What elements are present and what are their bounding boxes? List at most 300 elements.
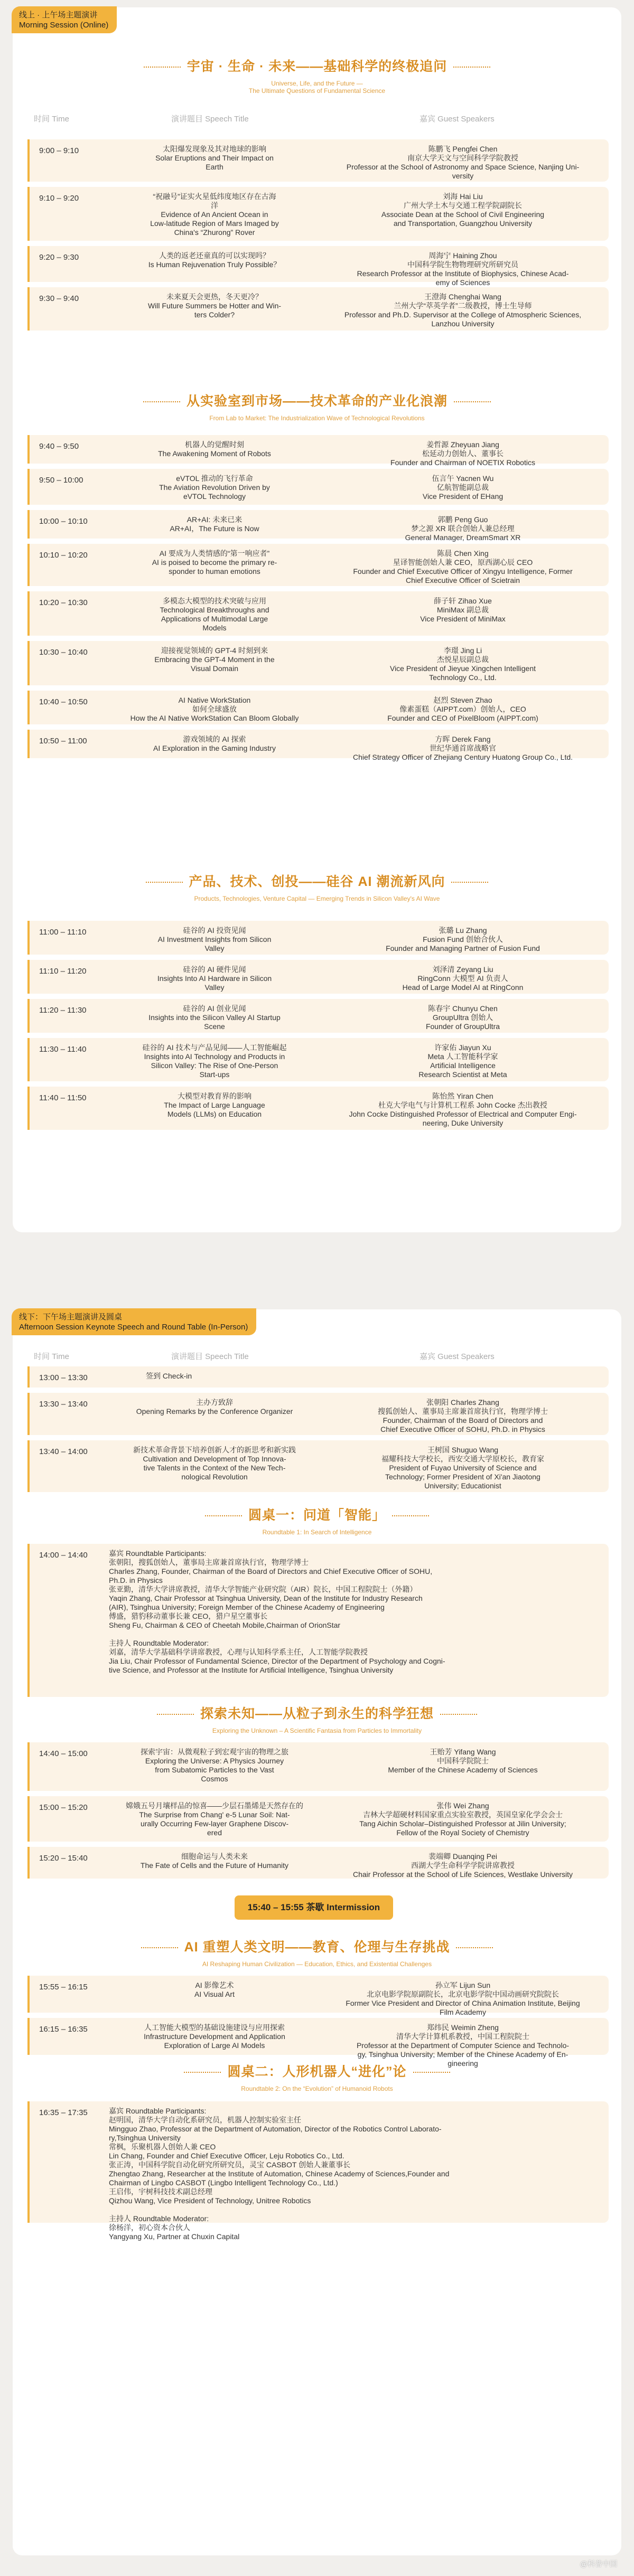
speaker-info [331,1852,595,1879]
title-line: 王启伟，宇树科技技术副总经理 [109,2187,212,2196]
schedule-row [27,1440,609,1492]
speaker-line: 方晖 Derek Fang [435,735,491,743]
speaker-line: 陈春宇 Chunyu Chen [428,1004,498,1013]
schedule-row [27,1366,609,1388]
title-line: 细胞命运与人类未来 [181,1852,248,1861]
roundtable-participants [109,2107,595,2241]
section-title: AI 重塑人类文明——教育、伦理与生存挑战 [184,1940,450,1955]
time-slot: 14:00 – 14:40 [39,1551,88,1560]
title-line: Earth [206,163,223,171]
speaker-line: Vice President of MiniMax [420,615,506,623]
speaker-line: 郭鹏 Peng Guo [437,515,488,524]
title-line: Scene [204,1022,225,1031]
time-slot: 15:00 – 15:20 [39,1803,88,1812]
speaker-line: 星译智能创始人兼 CEO，原西湖心辰 CEO [393,558,533,567]
title-line: Exploration of Large AI Models [164,2041,265,2050]
schedule-row [27,1847,609,1879]
title-line: Exploring the Universe: A Physics Journey [145,1757,284,1765]
time-slot: 10:50 – 11:00 [39,737,87,746]
speaker-line: 张朝阳 Charles Zhang [426,1398,499,1407]
speaker-line: 福耀科技大学校长，西安交通大学原校长，教育家 [381,1455,544,1463]
title-line: Silicon Valley: The Rise of One-Person [151,1061,278,1070]
title-line: AI 影像艺术 [195,1981,234,1989]
title-line: Chairman of Lingbo CASBOT (Lingbo Intelligent Technology Co., Ltd.) [109,2178,338,2187]
speaker-line: gy, Tsinghua University; Member of the Chinese Academy of En- [357,2050,568,2059]
speaker-line: 陈鹏飞 Pengfei Chen [428,145,498,153]
speaker-line: Founder, Chairman of the Board of Directors and [383,1416,543,1424]
speaker-info [331,696,595,723]
title-line: Yaqin Zhang, Chair Professor at Tsinghua University, Dean of the Institute for Industry Research [109,1594,423,1602]
schedule-row [27,287,609,331]
title-line: 硅谷的 AI 技术与产品见闻——人工智能崛起 [142,1043,287,1052]
speaker-line: Meta 人工智能科学家 [427,1052,498,1061]
schedule-row [27,544,609,586]
speaker-line: 陈晨 Chen Xing [437,549,489,558]
speaker-line: 薛子轩 Zihao Xue [434,597,492,605]
speaker-line: Founder of GroupUltra [425,1022,500,1031]
speaker-line: 杰悦星辰副总裁 [437,655,489,664]
speech-title [109,1043,320,1079]
time-slot: 13:00 – 13:30 [39,1373,88,1382]
tag-zh: 线下：下午场主题演讲及圆桌 [19,1313,123,1322]
speaker-info [331,1446,595,1490]
title-line: Low-latitude Region of Mars Imaged by [150,219,279,228]
title-line: nological Revolution [181,1473,248,1481]
speech-title [109,646,320,673]
speaker-line: 陈怡然 Yiran Chen [432,1092,493,1100]
title-line: ry,Tsinghua University [109,2134,181,2142]
schedule-row [27,246,609,287]
speech-title [109,549,320,576]
title-line: Start-ups [199,1070,230,1079]
time-slot: 13:40 – 14:00 [39,1447,88,1456]
title-line: AI 要成为人类情感的“第一响应者” [159,549,270,558]
speech-title [109,2023,320,2050]
speech-title [109,1092,320,1119]
section-subtitle: Roundtable 1: In Search of Intelligence [262,1528,372,1536]
title-line: 探索宇宙：从微观粒子到宏观宇宙的物理之旅 [141,1748,288,1756]
speaker-line: 张璐 Lu Zhang [439,926,487,935]
speaker-info [331,965,595,992]
speaker-line: 梦之源 XR 联合创始人兼总经理 [411,524,515,533]
section-header [13,1505,621,1536]
speech-title [109,474,320,501]
title-line: 主办方致辞 [196,1398,233,1407]
speech-title [109,1748,320,1784]
title-line: AR+AI，The Future is Now [170,524,259,533]
speaker-line: Professor at the Department of Computer Science and Technolo- [356,2041,570,2050]
title-line: AR+AI: 未来已来 [187,515,243,524]
title-line: ters Colder? [194,310,235,319]
speaker-line: 清华大学计算机系教授，中国工程院院士 [396,2032,529,2041]
section-subtitle: The Ultimate Questions of Fundamental Science [248,87,386,95]
title-line: Visual Domain [190,664,238,673]
speaker-line: Technology Co., Ltd. [429,673,497,682]
title-line: Embracing the GPT-4 Moment in the [154,655,275,664]
speaker-line: Founder and Managing Partner of Fusion Fund [386,944,540,952]
speech-title [109,251,320,269]
section-subtitle: Universe, Life, and the Future — [271,80,363,87]
speaker-line: 兰州大学“萃英学者”二级教授，博士生导师 [394,301,532,310]
speaker-info [331,192,595,228]
speaker-info [331,515,595,542]
title-line: from Subatomic Particles to the Vast [155,1766,274,1774]
header-time: 时间 Time [34,1352,69,1361]
speaker-line: Vice President of Jieyue Xingchen Intelligent [389,664,536,673]
speaker-line: 松延动力创始人、董事长 [422,449,504,458]
title-line [109,2205,595,2214]
speaker-info [331,1004,595,1031]
title-line: 嘉宾 Roundtable Participants: [109,1549,207,1558]
speaker-line: General Manager, DreamSmart XR [405,533,521,542]
speaker-line: 世纪华通首席战略官 [430,744,496,752]
section-title: 从实验室到市场——技术革命的产业化浪潮 [186,394,447,409]
speaker-line: 搜狐创始人、董事局主席兼首席执行官，物理学博士 [378,1407,548,1416]
title-line: AI Investment Insights from Silicon [157,935,272,943]
time-slot: 14:40 – 15:00 [39,1749,88,1758]
section-title: 圆桌一：问道「智能」 [248,1508,386,1523]
speaker-line: GroupUltra 创始人 [432,1013,493,1022]
title-line: eVTOL Technology [183,492,246,501]
speaker-line: 郑纬民 Weimin Zheng [427,2023,499,2032]
time-slot: 9:50 – 10:00 [39,476,83,485]
section-header [13,871,621,902]
speaker-line: 亿航智能副总裁 [437,483,489,492]
speaker-line: 南京大学天文与空间科学学院教授 [407,154,518,162]
schedule-row [27,1976,609,2016]
speaker-line: 杜克大学电气与计算机工程系 John Cocke 杰出教授 [378,1101,547,1109]
schedule-row [27,139,609,182]
title-line: sponder to human emotions [169,567,260,575]
title-line: Solar Eruptions and Their Impact on [155,154,274,162]
title-line: Lin Chang, Founder and Chief Executive Officer, Leju Robotics Co., Ltd. [109,2152,344,2160]
title-line: AI Exploration in the Gaming Industry [153,744,276,752]
speaker-line: President of Fuyao University of Science and [389,1464,537,1472]
speaker-info [331,474,595,501]
title-line: 机器人的觉醒时刻 [185,440,244,449]
speech-title [109,440,320,458]
speaker-info [331,926,595,953]
header-title: 演讲题目 Speech Title [171,115,249,124]
title-line: 游戏领域的 AI 探索 [183,735,246,743]
speaker-line: neering, Duke University [422,1119,504,1127]
schedule-row [27,435,609,467]
title-line: China's “Zhurong” Rover [174,228,255,237]
speech-title [109,1446,320,1482]
time-slot: 9:20 – 9:30 [39,253,79,262]
title-line: Models (LLMs) on Education [167,1110,262,1118]
speaker-line: 姜哲源 Zheyuan Jiang [426,440,499,449]
time-slot: 9:00 – 9:10 [39,146,79,155]
schedule-row [27,2018,609,2068]
title-line: tive Science, and Professor at the Institute for Artificial Intelligence, Tsinghua University [109,1666,394,1674]
schedule-row [27,591,609,636]
section-title: 宇宙 · 生命 · 未来——基础科学的终极追问 [187,59,447,74]
schedule-row [27,2101,609,2241]
speaker-line: 张伟 Wei Zhang [436,1801,489,1810]
speech-title [109,735,320,753]
speaker-line: 王树国 Shuguo Wang [427,1446,499,1454]
title-line: Insights into AI Technology and Products in [144,1052,285,1061]
time-slot: 10:20 – 10:30 [39,598,88,607]
schedule-row [27,510,609,542]
title-line: 硅谷的 AI 投资见闻 [183,926,246,935]
title-line: 新技术革命背景下培养创新人才的新思考和新实践 [133,1446,296,1454]
title-line: Zhengtao Zhang, Researcher at the Institute of Automation, Chinese Academy of Sciences,Founder and [109,2169,450,2178]
title-line: The Surprise from Chang' e-5 Lunar Soil: Nat- [139,1810,290,1819]
title-line: tive Talents in the Context of the New Tech- [143,1464,286,1472]
speech-title [109,965,320,992]
title-line: 硅谷的 AI 创业见闻 [183,1004,246,1013]
speech-title [109,1852,320,1870]
section-title: 探索未知——从粒子到永生的科学狂想 [200,1706,434,1721]
speech-title [109,1801,320,1837]
speaker-line: 刘海 Hai Liu [443,192,483,201]
title-line: The Awakening Moment of Robots [158,449,271,458]
schedule-row [27,1742,609,1791]
speech-title [109,597,320,633]
section-subtitle: Products, Technologies, Venture Capital — Emerging Trends in Silicon Valley's AI Wave [194,895,440,902]
speaker-line: Head of Large Model AI at RingConn [402,983,524,992]
speaker-line: 北京电影学院原副院长，北京电影学院中国动画研究院院长 [367,1990,559,1998]
time-slot: 10:40 – 10:50 [39,697,88,706]
time-slot: 15:20 – 15:40 [39,1854,88,1863]
title-line: 主持人 Roundtable Moderator: [109,2214,209,2223]
speaker-line: versity [452,172,474,180]
title-line: 大模型对教育界的影响 [178,1092,251,1100]
title-line: AI Native WorkStation [178,696,251,704]
speaker-line: Research Professor at the Institute of Biophysics, Chinese Acad- [357,269,569,278]
speaker-line: Member of the Chinese Academy of Sciences [388,1766,538,1774]
title-line: 嫦娥五号月壤样品的惊喜——少层石墨烯是天然存在的 [126,1801,303,1810]
header-title: 演讲题目 Speech Title [171,1352,249,1361]
title-line: 张朝阳，搜狐创始人，董事局主席兼首席执行官，物理学博士 [109,1558,309,1567]
speaker-line: 像素蛋糕（AIPPT.com）创始人，CEO [399,705,526,713]
speech-title [146,1372,320,1381]
speaker-line: Associate Dean at the School of Civil Engineering [381,210,545,219]
schedule-row [27,921,609,955]
section-header [13,391,621,422]
title-line: Valley [204,983,225,992]
speaker-info [331,2023,595,2068]
schedule-row [27,469,609,505]
speaker-line: 刘泽清 Zeyang Liu [432,965,493,974]
section-header [13,1937,621,1968]
speaker-line: 西湖大学生命科学学院讲席教授 [411,1861,515,1870]
title-line: 张亚勤，清华大学讲席教授，清华大学智能产业研究院（AIR）院长，中国工程院院士（外籍） [109,1585,417,1593]
speaker-line: 赵烈 Steven Zhao [433,696,492,704]
time-slot: 9:30 – 9:40 [39,294,79,303]
speaker-line: 许家佑 Jiayun Xu [434,1043,491,1052]
schedule-row [27,730,609,761]
title-line: 刘嘉，清华大学基础科学讲席教授，心理与认知科学系主任，人工智能学院教授 [109,1648,368,1656]
speaker-line: 李璟 Jing Li [443,646,482,655]
speaker-line: 周海宁 Haining Zhou [428,251,497,260]
speaker-line: MiniMax 副总裁 [436,606,489,614]
speaker-line: Chief Strategy Officer of Zhejiang Century Huatong Group Co., Ltd. [352,753,573,761]
speaker-info [331,549,595,585]
speaker-line: Founder and CEO of PixelBloom (AIPPT.com) [387,714,538,722]
title-line: “祝融号”证实火星低纬度地区存在古海 [153,192,276,201]
title-line: Technological Breakthroughs and [160,606,269,614]
title-line: Jia Liu, Chair Professor of Fundamental Science, Director of the Department of Psychology and Cogni- [109,1657,445,1665]
speaker-line: Fusion Fund 创始合伙人 [423,935,503,943]
time-slot: 11:00 – 11:10 [39,928,87,937]
title-line: 主持人 Roundtable Moderator: [109,1639,209,1647]
schedule-row [27,641,609,685]
title-line: 傅盛，猎豹移动董事长兼 CEO，猎户星空董事长 [109,1612,268,1620]
speaker-line: John Cocke Distinguished Professor of Electrical and Computer Engi- [349,1110,577,1118]
title-line: Yangyang Xu, Partner at Chuxin Capital [109,2232,240,2241]
section-title: 产品、技术、创投——硅谷 AI 潮流新风向 [189,874,445,889]
schedule-row [27,1544,609,1697]
speaker-info [331,1981,595,2017]
title-line: 赵明国，清华大学自动化系研究员，机器人控制实验室主任 [109,2116,301,2124]
title-line: The Aviation Revolution Driven by [159,483,270,492]
speaker-info [331,251,595,287]
speaker-line: Chief Executive Officer of SOHU, Ph.D. in Physics [380,1425,545,1433]
speaker-line: 王澄海 Chenghai Wang [424,292,501,301]
title-line: Charles Zhang, Founder, Chairman of the Board of Directors and Chief Executive Officer of SOHU, [109,1567,433,1575]
speaker-info [331,145,595,181]
time-slot: 13:30 – 13:40 [39,1400,88,1409]
speaker-info [331,292,595,328]
time-slot: 11:40 – 11:50 [39,1093,87,1102]
schedule-row [27,1796,609,1842]
title-line: Insights into the Silicon Valley AI Startup [148,1013,281,1022]
section-subtitle: From Lab to Market: The Industrialization Wave of Technological Revolutions [209,414,425,422]
speaker-line: 王贻芳 Yifang Wang [430,1748,496,1756]
speaker-info [331,735,595,762]
title-line [109,1630,595,1639]
time-slot: 10:30 – 10:40 [39,648,88,657]
speaker-line: Chief Executive Officer of Scietrain [405,576,520,584]
speaker-line: emy of Sciences [435,278,490,287]
time-slot: 9:10 – 9:20 [39,194,79,203]
speaker-line: Founder and Chairman of NOETIX Robotics [390,458,535,467]
speech-title [109,145,320,172]
title-line: 人工智能大模型的基础设施建设与应用探索 [144,2023,285,2032]
schedule-row [27,999,609,1033]
title-line: 人类的返老还童真的可以实现吗？ [159,251,270,260]
header-speaker: 嘉宾 Guest Speakers [419,1352,495,1361]
speaker-line: 孙立军 Lijun Sun [435,1981,491,1989]
speaker-line: Fellow of the Royal Society of Chemistry [396,1828,529,1837]
title-line: Evidence of An Ancient Ocean in [161,210,268,219]
title-line: Will Future Summers be Hotter and Win- [147,301,282,310]
speaker-line: University; Educationist [424,1482,501,1490]
schedule-row [27,1393,609,1435]
time-slot: 11:30 – 11:40 [39,1045,87,1054]
roundtable-participants [109,1549,595,1675]
title-line: 多模态大模型的技术突破与应用 [163,597,266,605]
title-line: 签到 Check-in [146,1372,192,1380]
speaker-info [331,1043,595,1079]
morning-session-card [13,7,621,1232]
speaker-info [331,1748,595,1775]
speech-title [109,192,320,237]
speaker-info [331,1092,595,1128]
speaker-line: Founder and Chief Executive Officer of Xingyu Intelligence, Former [353,567,573,575]
title-line: 洋 [211,201,218,210]
speaker-line: 吉林大学超硬材料国家重点实验室教授，英国皇家化学会会士 [363,1810,563,1819]
title-line: 如何全球盛放 [192,705,237,713]
speech-title [109,1398,320,1416]
speaker-line: 广州大学土木与交通工程学院副院长 [404,201,522,210]
afternoon-session-tag [12,1308,256,1335]
tag-en: Morning Session (Online) [19,21,109,30]
time-slot: 15:55 – 16:15 [39,1983,88,1992]
speech-title [109,1981,320,1999]
title-line: 未来夏天会更热，冬天更冷？ [166,292,263,301]
watermark: @科普中国 [580,2560,617,2568]
schedule-row [27,691,609,724]
speaker-info [331,646,595,682]
speaker-line: Former Vice President and Director of China Animation Institute, Beijing [346,1999,580,2007]
speaker-line: Vice President of EHang [422,492,504,501]
speech-title [109,292,320,319]
section-header [13,56,621,95]
title-line: Cultivation and Development of Top Innova- [143,1455,286,1463]
speaker-line: Chair Professor at the School of Life Sciences, Westlake University [352,1870,573,1879]
speaker-line: Professor at the School of Astronomy and Space Science, Nanjing Uni- [346,163,580,171]
title-line: 常枫，乐聚机器人创始人兼 CEO [109,2143,216,2151]
schedule-row [27,187,609,241]
speaker-line: Research Scientist at Meta [418,1070,507,1079]
title-line: 硅谷的 AI 硬件见闻 [183,965,246,974]
speaker-line: Film Academy [440,2008,486,2016]
schedule-row [27,1038,609,1081]
title-line: 张正涛，中国科学院自动化研究所研究员，灵宝 CASBOT 创始人兼董事长 [109,2160,351,2169]
speaker-info [331,597,595,624]
speaker-line: gineering [447,2059,478,2068]
title-line: Valley [204,944,225,952]
speaker-line: Artificial Intelligence [430,1061,496,1070]
title-line: Mingguo Zhao, Professor at the Department of Automation, Director of the Robotics Control Laborato- [109,2125,442,2133]
title-line: (AIR), Tsinghua University; Foreign Member of the Chinese Academy of Engineering [109,1603,385,1611]
title-line: How the AI Native WorkStation Can Bloom Globally [130,714,299,722]
title-line: 太阳爆发现象及其对地球的影响 [163,145,266,153]
speaker-line: 中国科学院生物物理研究所研究员 [407,260,518,269]
section-subtitle: Roundtable 2: On the “Evolution” of Humanoid Robots [241,2085,393,2092]
time-slot: 10:10 – 10:20 [39,551,88,560]
schedule-row [27,960,609,994]
header-time: 时间 Time [34,115,69,124]
speech-title [109,1004,320,1031]
speaker-info [331,1398,595,1434]
title-line: Ph.D. in Physics [109,1576,163,1584]
tag-zh: 线上 · 上午场主题演讲 [19,11,98,20]
title-line: Infrastructure Development and Application [144,2032,285,2041]
schedule-row [27,1087,609,1130]
time-slot: 16:35 – 17:35 [39,2108,88,2117]
intermission-bar: 15:40 – 15:55 茶歇 Intermission [235,1895,393,1920]
title-line: AI is poised to become the primary re- [152,558,277,567]
title-line: Models [202,624,227,632]
speaker-line: 伍言午 Yacnen Wu [432,474,494,483]
title-line: urally Occurring Few-layer Graphene Discov- [140,1819,289,1828]
title-line: 嘉宾 Roundtable Participants: [109,2107,207,2115]
title-line: AI Visual Art [194,1990,235,1998]
title-line: 迎接视觉领域的 GPT-4 时刻到来 [161,646,268,655]
title-line: The Impact of Large Language [164,1101,265,1109]
speaker-line: RingConn 大模型 AI 负责人 [417,974,508,983]
time-slot: 9:40 – 9:50 [39,442,79,451]
speaker-line: and Transportation, Guangzhou University [393,219,533,228]
section-subtitle: AI Reshaping Human Civilization — Education, Ethics, and Existential Challenges [202,1960,432,1968]
title-line: Sheng Fu, Chairman & CEO of Cheetah Mobile,Chairman of OrionStar [109,1621,341,1629]
title-line: eVTOL 推动的飞行革命 [176,474,253,483]
